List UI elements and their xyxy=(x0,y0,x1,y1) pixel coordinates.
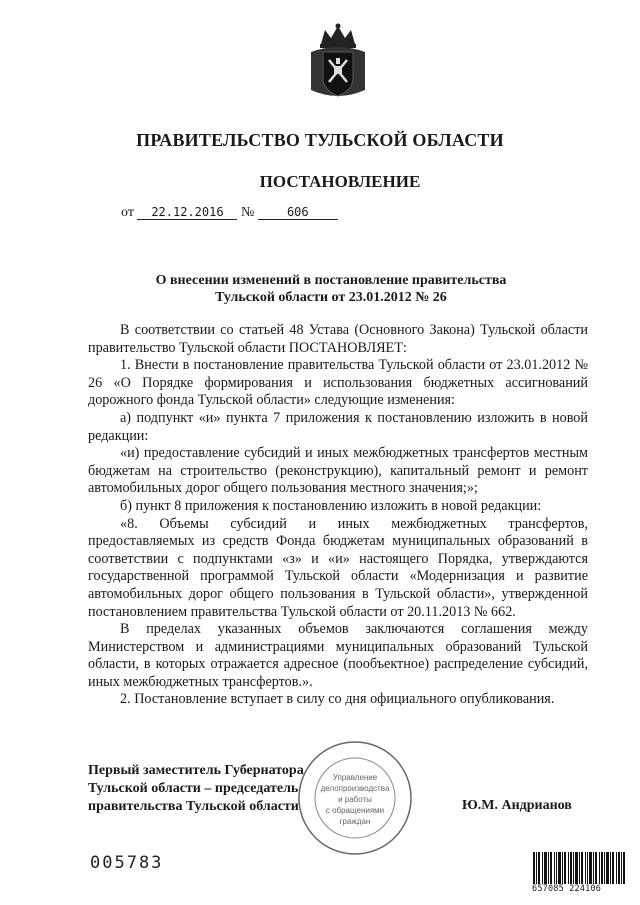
signatory-title-line-3: правительства Тульской области xyxy=(88,799,299,814)
stamp-text: граждан xyxy=(339,817,371,826)
body-paragraph: В соответствии со статьей 48 Устава (Основного Закона) Тульской области правительство Тульской области ПОСТАНОВЛЯЕТ: xyxy=(88,322,588,356)
body-paragraph: б) пункт 8 приложения к постановлению изложить в новой редакции: xyxy=(120,497,542,514)
document-body xyxy=(88,322,588,709)
barcode-number: 657085 224106 xyxy=(532,884,602,894)
subject-line-2: Тульской области от 23.01.2012 № 26 xyxy=(215,290,447,305)
stamp-text: Управление xyxy=(332,773,378,782)
stamp-text: делопроизводства xyxy=(320,784,390,793)
document-number: 606 xyxy=(258,205,338,220)
date-number-line xyxy=(121,205,338,221)
signatory-name: Ю.М. Андрианов xyxy=(462,798,572,813)
body-paragraph: а) подпункт «и» пункта 7 приложения к постановлению изложить в новой редакции: xyxy=(88,409,588,444)
signatory-title xyxy=(88,762,304,816)
document-date: 22.12.2016 xyxy=(137,205,237,220)
signatory-title-line-1: Первый заместитель Губернатора xyxy=(88,763,304,778)
signatory-title-line-2: Тульской области – председатель xyxy=(88,781,299,796)
stamp-text: с обращениями xyxy=(325,806,385,815)
serial-number: 005783 xyxy=(90,853,164,873)
coat-of-arms-icon xyxy=(307,22,369,104)
body-paragraph: «8. Объемы субсидий и иных межбюджетных трансфертов, предоставляемых из средств Фонда бюджетам муниципальных образований в соответствии с подпунктами «з» и «и» настоящего Порядка, утверждаются государственной программой Тульской области «Модернизация и развитие автомобильных дорог общего пользования в Тульской области», утвержденной постановлением правительства Тульской области от 20.11.2013 № 662. xyxy=(88,515,588,620)
date-prefix: от xyxy=(121,205,134,220)
body-paragraph: 2. Постановление вступает в силу со дня официального опубликования. xyxy=(120,691,555,708)
document-type: ПОСТАНОВЛЕНИЕ xyxy=(259,172,421,191)
body-paragraph: «и) предоставление субсидий и иных межбюджетных трансфертов местным бюджетам на строительство (реконструкцию), капитальный ремонт и ремонт автомобильных дорог общего пользования местного значения;»; xyxy=(88,445,588,497)
subject-line-1: О внесении изменений в постановление правительства xyxy=(155,273,507,288)
document-subject xyxy=(0,272,640,306)
body-paragraph: В пределах указанных объемов заключаются соглашения между Министерством и администрациями муниципальных образований Тульской области, в которых отражается адресное (пообъектное) распределение субсидий, иных межбюджетных трансфертов.». xyxy=(88,621,588,690)
body-paragraph: 1. Внести в постановление правительства Тульской области от 23.01.2012 № 26 «О Порядке формирования и использования бюджетных ассигнований дорожного фонда Тульской области» следующие изменения: xyxy=(88,357,588,409)
government-title: ПРАВИТЕЛЬСТВО ТУЛЬСКОЙ ОБЛАСТИ xyxy=(136,130,504,150)
official-stamp xyxy=(295,738,415,858)
number-prefix: № xyxy=(240,205,255,220)
stamp-text: и работы xyxy=(338,795,372,804)
